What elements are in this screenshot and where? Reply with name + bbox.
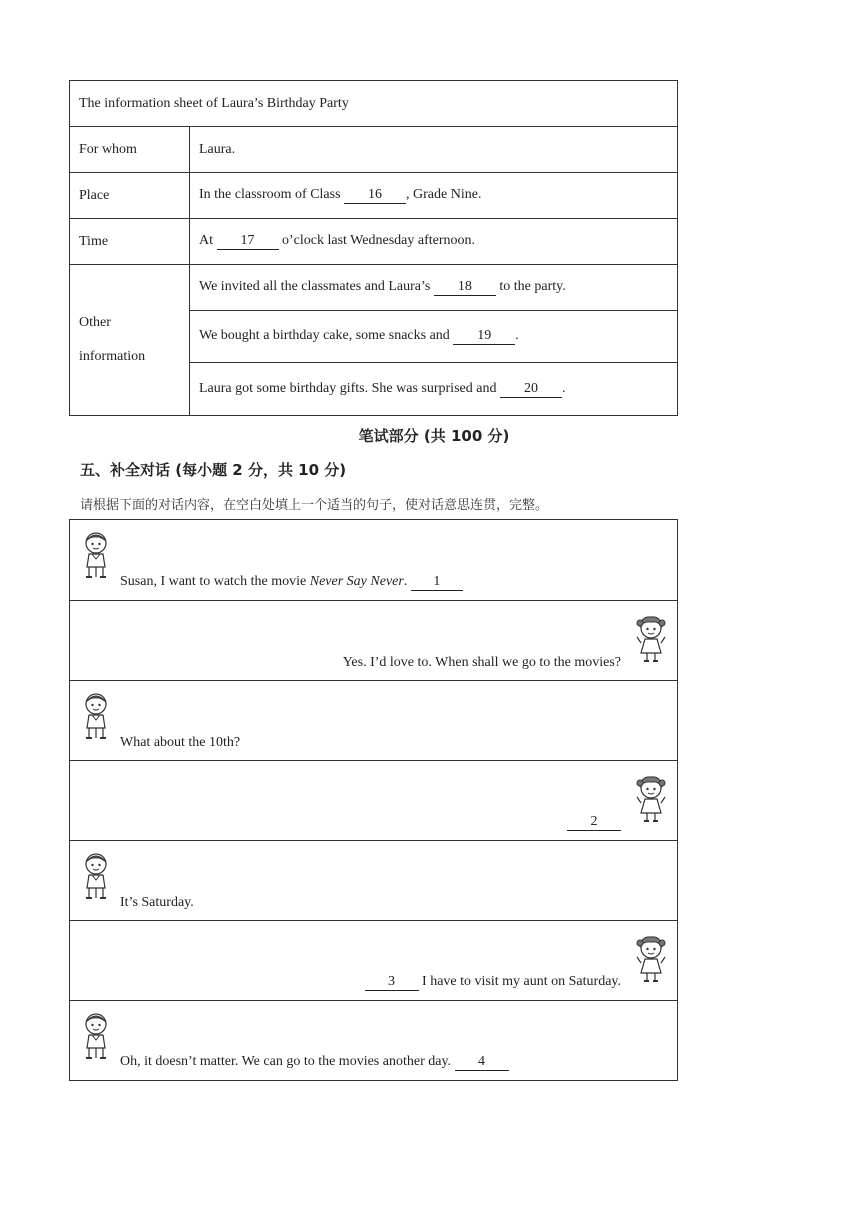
row-value <box>190 127 678 173</box>
dialogue-text <box>120 574 463 591</box>
movie-title: Never Say Never <box>309 574 404 589</box>
blank-3[interactable]: 3 <box>365 974 419 991</box>
row-value <box>190 311 678 363</box>
dialogue-line-1 <box>70 520 677 600</box>
row-label: Place <box>70 173 190 219</box>
value-text: Laura. <box>199 141 236 157</box>
dialogue-text <box>567 814 621 831</box>
line-text: It’s Saturday. <box>120 895 194 910</box>
dialogue-text <box>120 1054 509 1071</box>
row-value <box>190 363 678 416</box>
blank-4[interactable]: 4 <box>455 1054 509 1071</box>
part-title: 五、补全对话 (每小题 2 分，共 10 分) <box>80 461 347 479</box>
dialogue-text <box>365 974 621 991</box>
dialogue-line-5 <box>70 840 677 920</box>
row-label-other <box>70 265 190 416</box>
dialogue-text <box>120 735 240 751</box>
row-label: Time <box>70 219 190 265</box>
info-row-place <box>70 173 678 219</box>
info-sheet-title: The information sheet of Laura’s Birthday Party <box>70 81 678 127</box>
row-label: For whom <box>70 127 190 173</box>
dialogue-line-2 <box>70 600 677 680</box>
row-value <box>190 265 678 311</box>
blank-19[interactable]: 19 <box>453 328 515 345</box>
instruction-text: 请根据下面的对话内容，在空白处填上一个适当的句子，使对话意思连贯，完整。 <box>80 498 549 513</box>
value-text: . <box>561 380 566 396</box>
boy-avatar-icon <box>80 690 112 742</box>
value-text: At <box>199 233 217 248</box>
section-title: 笔试部分 (共 100 分) <box>358 427 510 445</box>
line-text: Yes. I’d love to. When shall we go to the movies? <box>342 655 621 670</box>
label-line: information <box>79 349 146 364</box>
dialogue-box <box>69 519 678 1081</box>
girl-avatar-icon <box>635 933 667 985</box>
dialogue-text <box>120 895 194 911</box>
line-text: . <box>403 574 411 589</box>
label-line: Other <box>79 315 111 330</box>
value-text: o’clock last Wednesday afternoon. <box>278 233 475 248</box>
girl-avatar-icon <box>635 773 667 825</box>
dialogue-line-4 <box>70 760 677 840</box>
value-text: . <box>515 328 519 343</box>
row-value <box>190 173 678 219</box>
blank-18[interactable]: 18 <box>434 279 496 296</box>
blank-2[interactable]: 2 <box>567 814 621 831</box>
blank-20[interactable]: 20 <box>500 381 562 398</box>
dialogue-text <box>343 655 621 671</box>
boy-avatar-icon <box>80 529 112 581</box>
girl-avatar-icon <box>635 613 667 665</box>
dialogue-line-3 <box>70 680 677 760</box>
line-text: I have to visit my aunt on Saturday. <box>418 974 621 989</box>
blank-17[interactable]: 17 <box>217 233 279 250</box>
value-text: , Grade Nine. <box>406 187 482 202</box>
info-row-time <box>70 219 678 265</box>
value-text: We invited all the classmates and Laura’s <box>199 279 434 294</box>
line-text: Oh, it doesn’t matter. We can go to the movies another day. <box>120 1054 455 1069</box>
value-text: to the party. <box>495 279 566 294</box>
value-text: In the classroom of Class <box>199 187 345 202</box>
boy-avatar-icon <box>80 850 112 902</box>
line-text: Susan, I want to watch the movie <box>120 574 310 589</box>
boy-avatar-icon <box>80 1010 112 1062</box>
info-row-for-whom <box>70 127 678 173</box>
dialogue-line-7 <box>70 1000 677 1080</box>
blank-16[interactable]: 16 <box>344 187 406 204</box>
line-text: What about the 10th? <box>120 735 241 750</box>
blank-1[interactable]: 1 <box>411 574 463 591</box>
info-row-other-1 <box>70 265 678 311</box>
row-value <box>190 219 678 265</box>
dialogue-line-6 <box>70 920 677 1000</box>
info-sheet-table <box>69 80 678 416</box>
value-text: We bought a birthday cake, some snacks and <box>199 328 454 343</box>
value-text: Laura got some birthday gifts. She was surprised and <box>199 380 500 396</box>
